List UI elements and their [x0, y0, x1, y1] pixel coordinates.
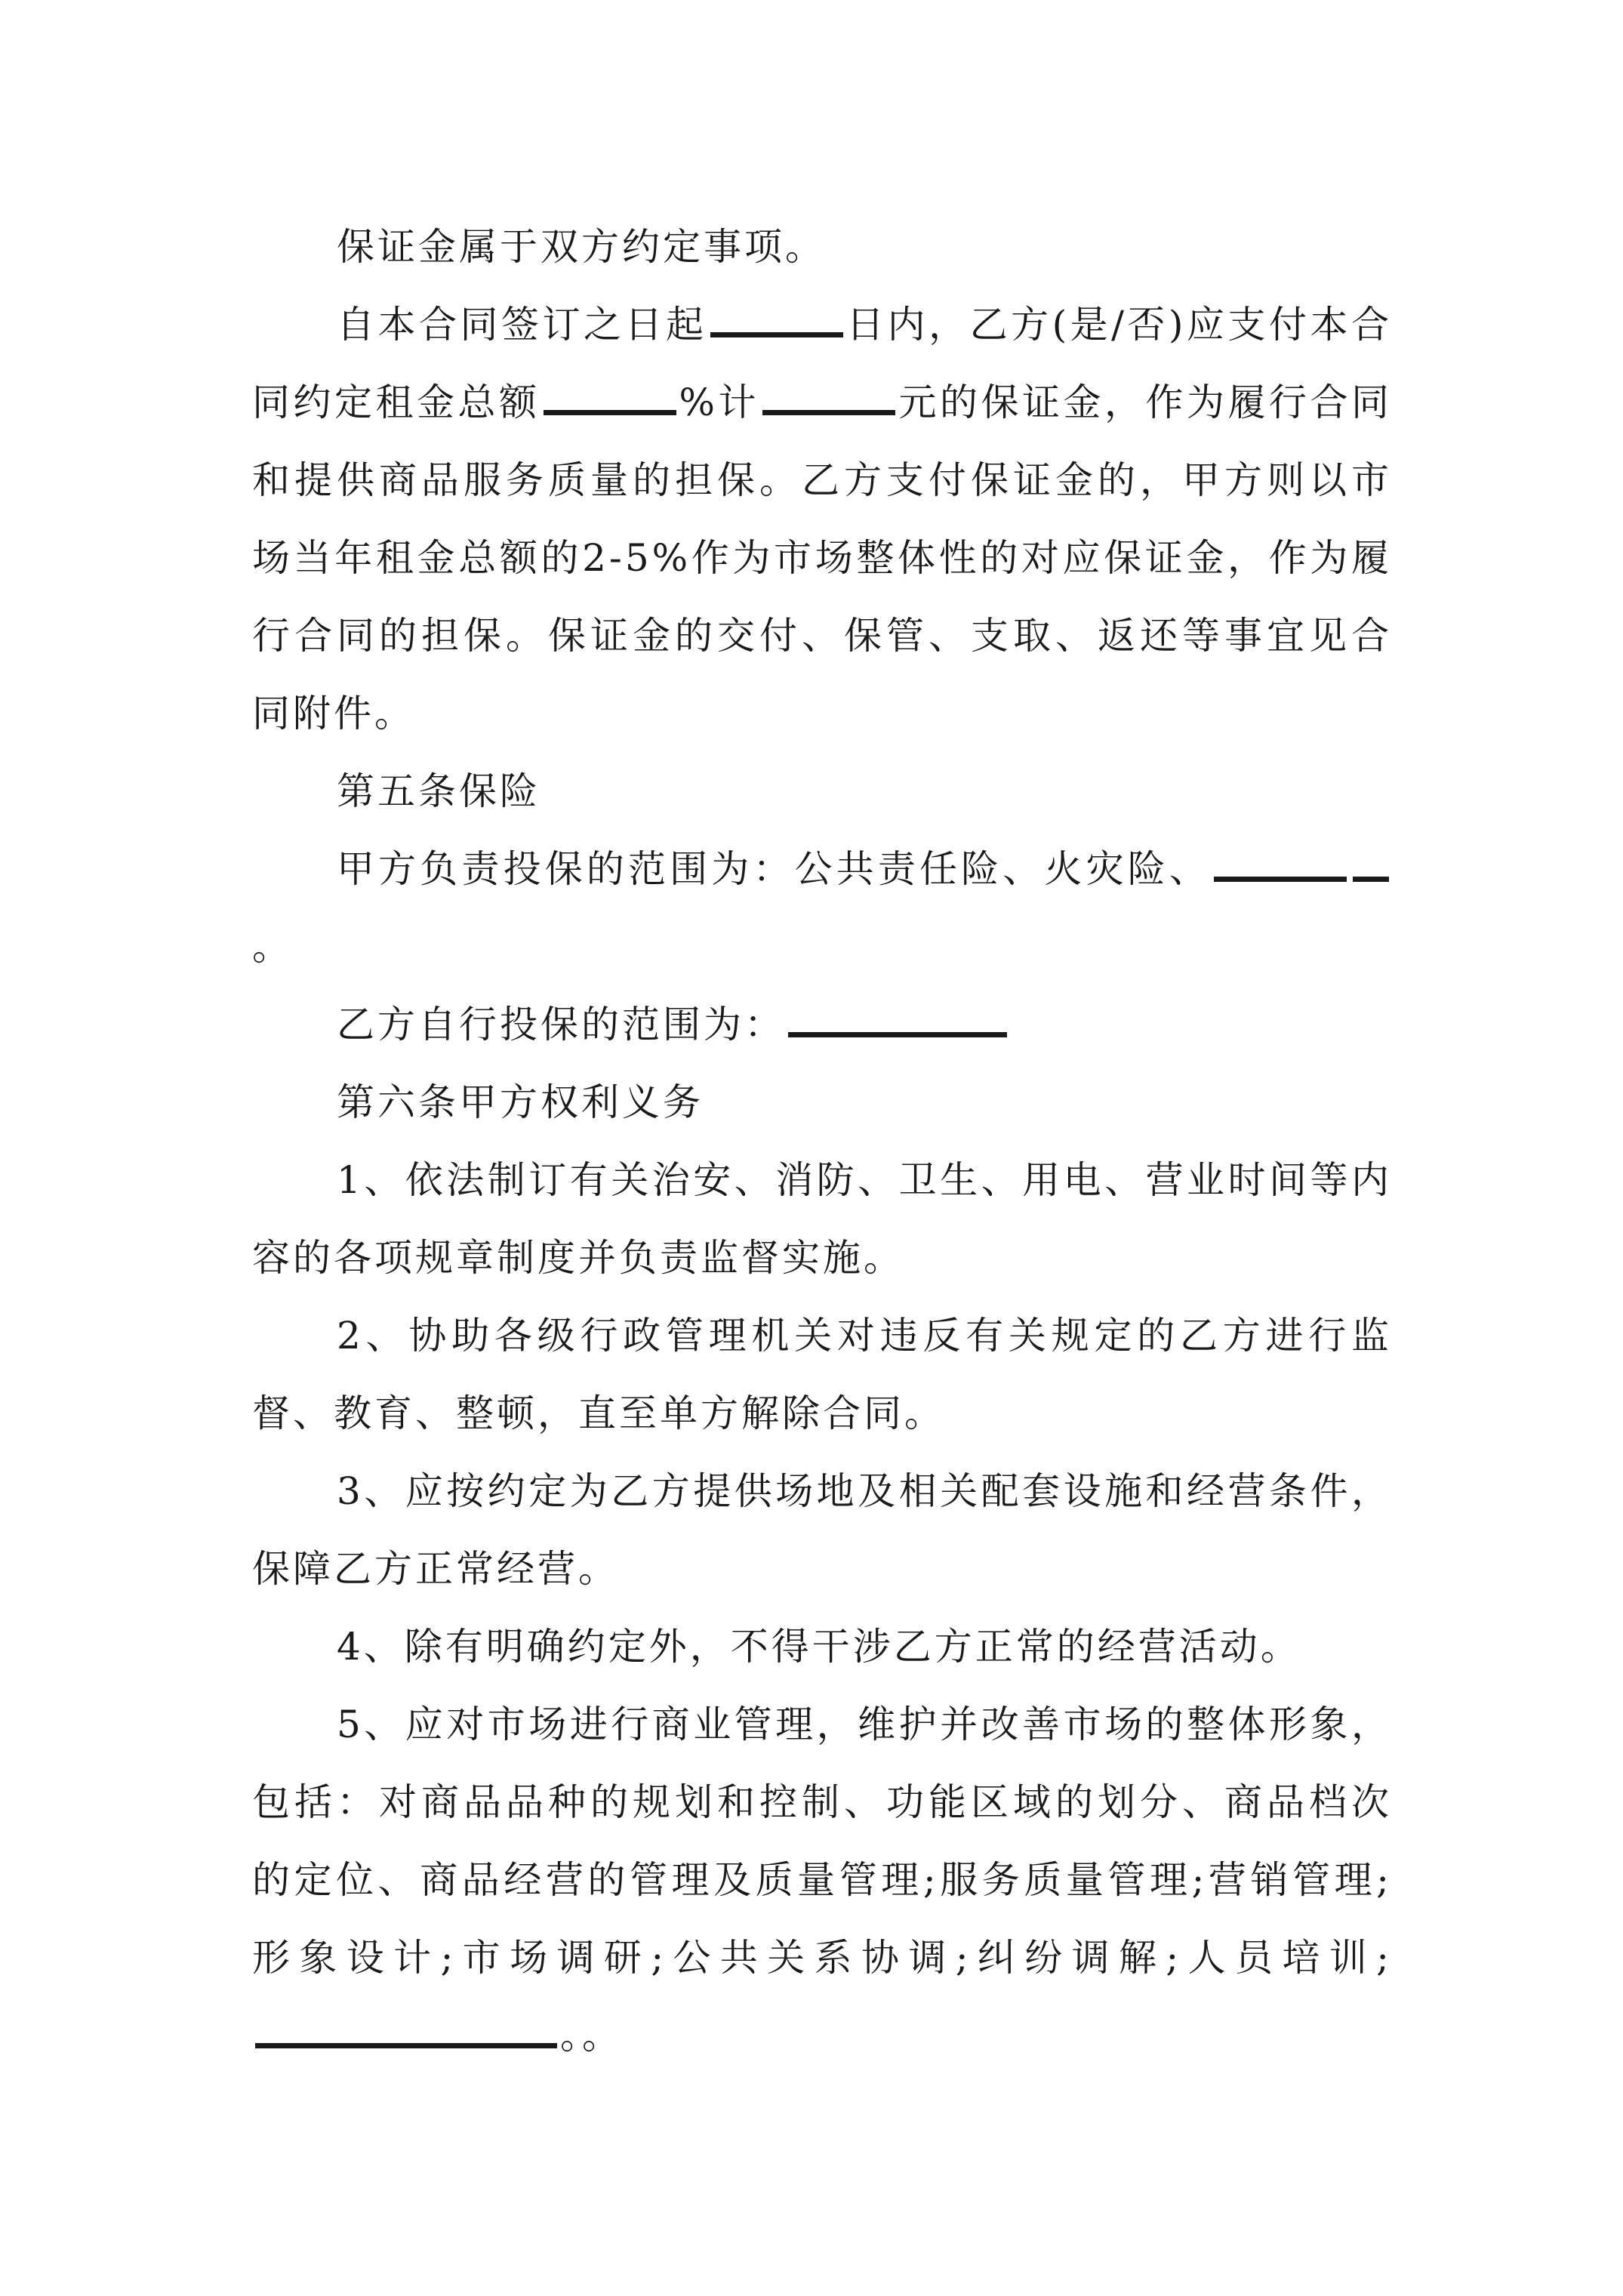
- paragraph-text: 保证金属于双方约定事项。: [337, 225, 826, 269]
- paragraph-text: 元的保证金，作为履行合同和提供商品服务质量的担保。乙方支付保证金的，甲方则以市场当年租金总额的2-5%作为市场整体性的对应保证金，作为履行合同的担保。保证金的交付、保管、支取、返还等事宜见合同附件。: [252, 381, 1393, 735]
- paragraph-text: 乙方自行投保的范围为：: [337, 1003, 785, 1046]
- fill-blank: [788, 1032, 1007, 1037]
- list-item-3: [252, 1453, 1392, 1608]
- section-heading-insurance: [252, 753, 1392, 831]
- paragraph-text: 5、应对市场进行商业管理，维护并改善市场的整体形象，包括：对商品品种的规划和控制、功能区域的划分、商品档次的定位、商品经营的管理及质量管理;服务质量管理;营销管理;形象设计;市场调研;公共关系协调;纠纷调解;人员培训;: [252, 1703, 1392, 1980]
- list-item-4: [252, 1608, 1392, 1686]
- fill-blank: [762, 410, 895, 415]
- document-body: [252, 208, 1392, 2075]
- paragraph-deposit-terms: [252, 286, 1392, 753]
- paragraph-text: %计: [679, 381, 760, 424]
- section-heading-party-a-rights: [252, 1064, 1392, 1142]
- list-item-2: [252, 1297, 1392, 1453]
- paragraph-text: 。。: [560, 2014, 623, 2057]
- paragraph-text: 甲方负责投保的范围为：公共责任险、火灾险、: [337, 847, 1211, 891]
- paragraph-party-b-insurance: [252, 986, 1392, 1064]
- paragraph-party-a-insurance: [252, 831, 1392, 986]
- paragraph-text: 自本合同签订之日起: [337, 303, 707, 347]
- fill-blank: [1214, 877, 1347, 882]
- fill-blank: [255, 2043, 557, 2048]
- heading-text: 第五条保险: [337, 769, 540, 813]
- fill-blank: [1353, 877, 1389, 882]
- paragraph-text: 3、应按约定为乙方提供场地及相关配套设施和经营条件，保障乙方正常经营。: [252, 1469, 1392, 1591]
- heading-text: 第六条甲方权利义务: [337, 1080, 704, 1124]
- fill-blank: [544, 410, 676, 415]
- paragraph-text: 。: [252, 925, 293, 969]
- paragraph-text: 1、依法制订有关治安、消防、卫生、用电、营业时间等内容的各项规章制度并负责监督实施。: [252, 1158, 1392, 1280]
- list-item-1: [252, 1142, 1392, 1297]
- paragraph-deposit-intro: [252, 208, 1392, 286]
- paragraph-text: 2、协助各级行政管理机关对违反有关规定的乙方进行监督、教育、整顿，直至单方解除合同。: [252, 1314, 1392, 1435]
- paragraph-text: 4、除有明确约定外，不得干涉乙方正常的经营活动。: [337, 1625, 1301, 1669]
- list-item-5: [252, 1686, 1392, 2075]
- paragraph-text: 日内，乙方(是/否)应支付本合同约定租金总额: [252, 303, 1393, 424]
- fill-blank: [710, 332, 843, 337]
